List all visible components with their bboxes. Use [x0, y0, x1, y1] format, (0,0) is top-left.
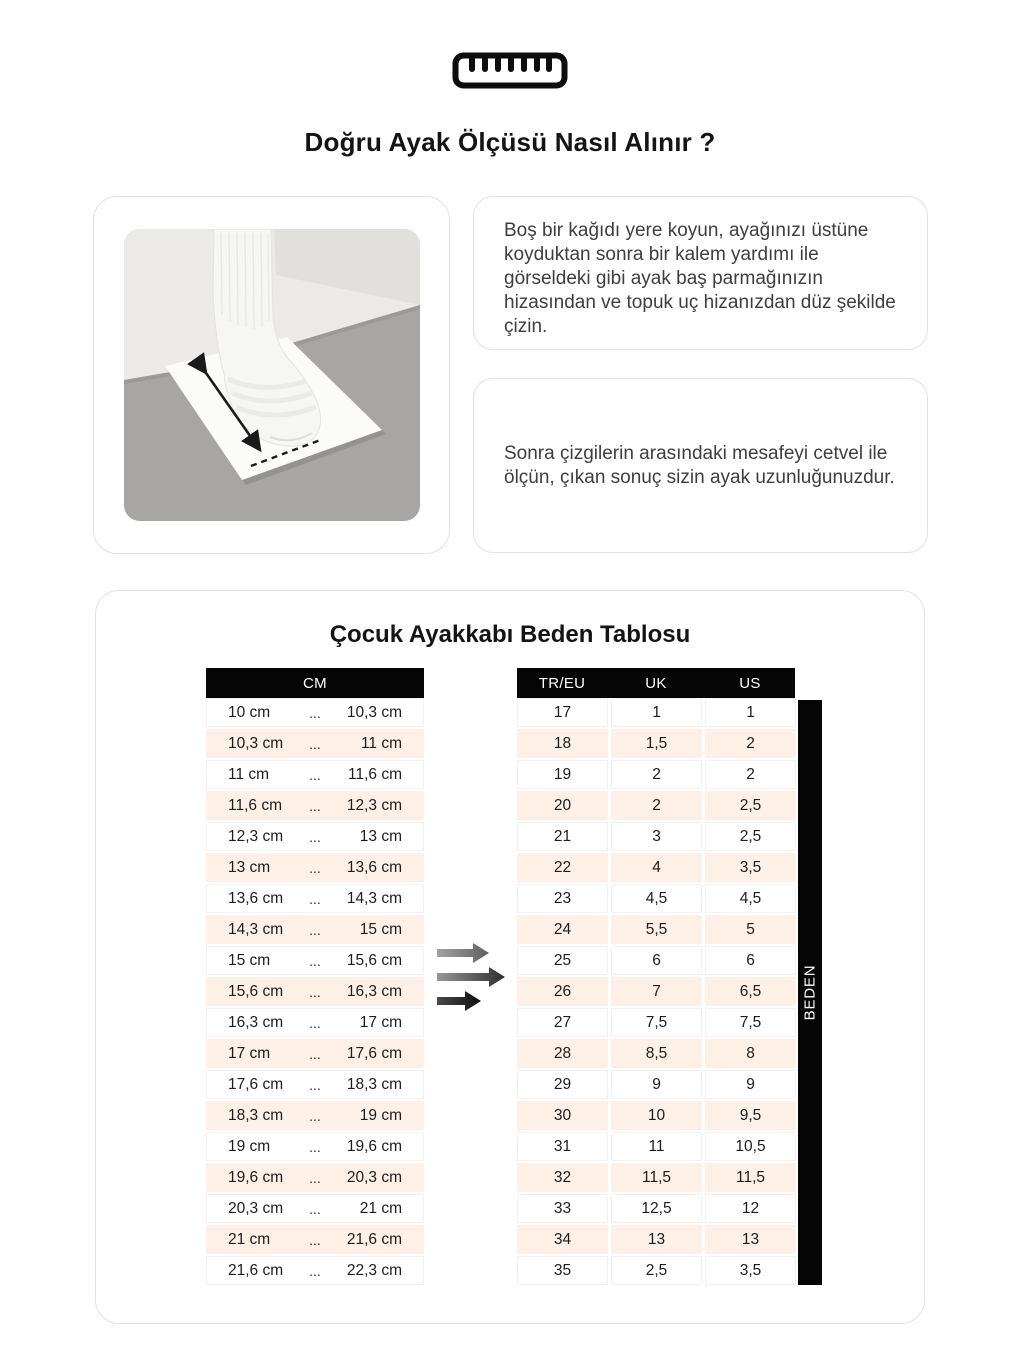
size-table-row	[517, 1070, 795, 1099]
instruction-step-1	[473, 196, 928, 350]
size-cell: 25	[517, 946, 608, 975]
size-cell: 2	[705, 760, 796, 789]
size-cell: 9	[611, 1070, 702, 1099]
intl-size-table	[517, 668, 795, 1287]
cm-table-row: 14,3 cm ... 15 cm	[206, 915, 424, 946]
size-cell: 1	[705, 698, 796, 727]
cm-table-row: 10 cm ... 10,3 cm	[206, 698, 424, 729]
size-cell: 12	[705, 1194, 796, 1223]
cm-table-row: 11,6 cm ... 12,3 cm	[206, 791, 424, 822]
size-table-row	[517, 1039, 795, 1068]
header-us: US	[739, 674, 761, 692]
cm-table-row: 13,6 cm ... 14,3 cm	[206, 884, 424, 915]
size-tables	[96, 668, 924, 1287]
intl-size-table-header	[517, 668, 795, 698]
cm-table-row: 21,6 cm ... 22,3 cm	[206, 1256, 424, 1287]
size-table-row	[517, 729, 795, 758]
instruction-step-2-text: Sonra çizgilerin arasındaki mesafeyi cetvel ile ölçün, çıkan sonuç sizin ayak uzunluğunuzdur.	[504, 442, 895, 488]
size-cell: 3,5	[705, 1256, 796, 1285]
size-cell: 4	[611, 853, 702, 882]
cm-table-row: 12,3 cm ... 13 cm	[206, 822, 424, 853]
size-cell: 11,5	[611, 1163, 702, 1192]
size-table-row	[517, 884, 795, 913]
size-cell: 2,5	[705, 791, 796, 820]
foot-measurement-photo	[124, 229, 420, 521]
size-table-rows	[517, 698, 795, 1285]
size-cell: 3	[611, 822, 702, 851]
header	[0, 0, 1020, 89]
size-cell: 7,5	[611, 1008, 702, 1037]
cm-table-row: 16,3 cm ... 17 cm	[206, 1008, 424, 1039]
size-table-row	[517, 1194, 795, 1223]
size-table-row	[517, 1132, 795, 1161]
size-table-row	[517, 1256, 795, 1285]
transfer-arrows-icon	[435, 940, 507, 1016]
cm-table-row: 20,3 cm ... 21 cm	[206, 1194, 424, 1225]
instructions-column	[473, 196, 928, 554]
size-cell: 7	[611, 977, 702, 1006]
photo-card	[93, 196, 450, 554]
cm-table	[206, 668, 424, 1287]
size-cell: 10	[611, 1101, 702, 1130]
size-cell: 35	[517, 1256, 608, 1285]
cm-table-row: 10,3 cm ... 11 cm	[206, 729, 424, 760]
cm-table-row: 11 cm ... 11,6 cm	[206, 760, 424, 791]
size-table-title: Çocuk Ayakkabı Beden Tablosu	[329, 621, 691, 648]
size-cell: 19	[517, 760, 608, 789]
size-cell: 24	[517, 915, 608, 944]
size-cell: 22	[517, 853, 608, 882]
size-table-row	[517, 853, 795, 882]
size-cell: 27	[517, 1008, 608, 1037]
size-cell: 1,5	[611, 729, 702, 758]
size-table-row	[517, 977, 795, 1006]
size-cell: 30	[517, 1101, 608, 1130]
size-cell: 4,5	[611, 884, 702, 913]
page-title: Doğru Ayak Ölçüsü Nasıl Alınır ?	[304, 127, 716, 157]
size-cell: 11,5	[705, 1163, 796, 1192]
how-to-section	[93, 196, 928, 554]
size-cell: 18	[517, 729, 608, 758]
instruction-step-2	[473, 378, 928, 553]
size-cell: 2	[705, 729, 796, 758]
size-cell: 5,5	[611, 915, 702, 944]
size-table-row	[517, 791, 795, 820]
size-cell: 9	[705, 1070, 796, 1099]
cm-table-row: 18,3 cm ... 19 cm	[206, 1101, 424, 1132]
size-cell: 20	[517, 791, 608, 820]
beden-side-label: BEDEN	[798, 700, 822, 1285]
cm-table-row: 19,6 cm ... 20,3 cm	[206, 1163, 424, 1194]
size-table-row	[517, 1225, 795, 1254]
size-table-row	[517, 1101, 795, 1130]
size-cell: 23	[517, 884, 608, 913]
cm-table-row: 19 cm ... 19,6 cm	[206, 1132, 424, 1163]
size-cell: 2	[611, 760, 702, 789]
size-cell: 8	[705, 1039, 796, 1068]
size-cell: 2,5	[705, 822, 796, 851]
size-table-row	[517, 822, 795, 851]
size-cell: 9,5	[705, 1101, 796, 1130]
size-cell: 8,5	[611, 1039, 702, 1068]
size-cell: 6	[705, 946, 796, 975]
size-cell: 1	[611, 698, 702, 727]
cm-table-rows	[206, 698, 424, 1287]
size-cell: 3,5	[705, 853, 796, 882]
size-cell: 13	[705, 1225, 796, 1254]
size-cell: 12,5	[611, 1194, 702, 1223]
size-cell: 7,5	[705, 1008, 796, 1037]
size-cell: 28	[517, 1039, 608, 1068]
instruction-step-1-text: Boş bir kağıdı yere koyun, ayağınızı üstüne koyduktan sonra bir kalem yardımı ile görseldeki gibi ayak baş parmağınızın hizasından ve topuk uç hizanızdan düz şekilde çizin.	[504, 220, 896, 337]
cm-table-row: 15,6 cm ... 16,3 cm	[206, 977, 424, 1008]
cm-table-row: 17,6 cm ... 18,3 cm	[206, 1070, 424, 1101]
size-cell: 32	[517, 1163, 608, 1192]
ruler-icon	[452, 52, 568, 89]
cm-table-row: 15 cm ... 15,6 cm	[206, 946, 424, 977]
cm-table-row: 21 cm ... 21,6 cm	[206, 1225, 424, 1256]
size-cell: 31	[517, 1132, 608, 1161]
size-table-row	[517, 760, 795, 789]
arrows-box	[424, 668, 517, 1287]
size-cell: 6,5	[705, 977, 796, 1006]
size-cell: 5	[705, 915, 796, 944]
cm-table-row: 17 cm ... 17,6 cm	[206, 1039, 424, 1070]
header-tr-eu: TR/EU	[538, 674, 586, 692]
size-table-row	[517, 698, 795, 727]
size-table-row	[517, 1163, 795, 1192]
size-table-row	[517, 915, 795, 944]
size-cell: 4,5	[705, 884, 796, 913]
size-cell: 2	[611, 791, 702, 820]
size-cell: 26	[517, 977, 608, 1006]
size-cell: 29	[517, 1070, 608, 1099]
size-cell: 11	[611, 1132, 702, 1161]
size-cell: 10,5	[705, 1132, 796, 1161]
size-cell: 17	[517, 698, 608, 727]
size-cell: 21	[517, 822, 608, 851]
size-cell: 13	[611, 1225, 702, 1254]
cm-table-header: CM	[206, 668, 424, 698]
size-table-card	[95, 590, 925, 1324]
size-table-row	[517, 1008, 795, 1037]
size-cell: 6	[611, 946, 702, 975]
size-cell: 34	[517, 1225, 608, 1254]
size-cell: 33	[517, 1194, 608, 1223]
header-uk: UK	[645, 674, 667, 692]
size-cell: 2,5	[611, 1256, 702, 1285]
cm-table-row: 13 cm ... 13,6 cm	[206, 853, 424, 884]
size-table-row	[517, 946, 795, 975]
